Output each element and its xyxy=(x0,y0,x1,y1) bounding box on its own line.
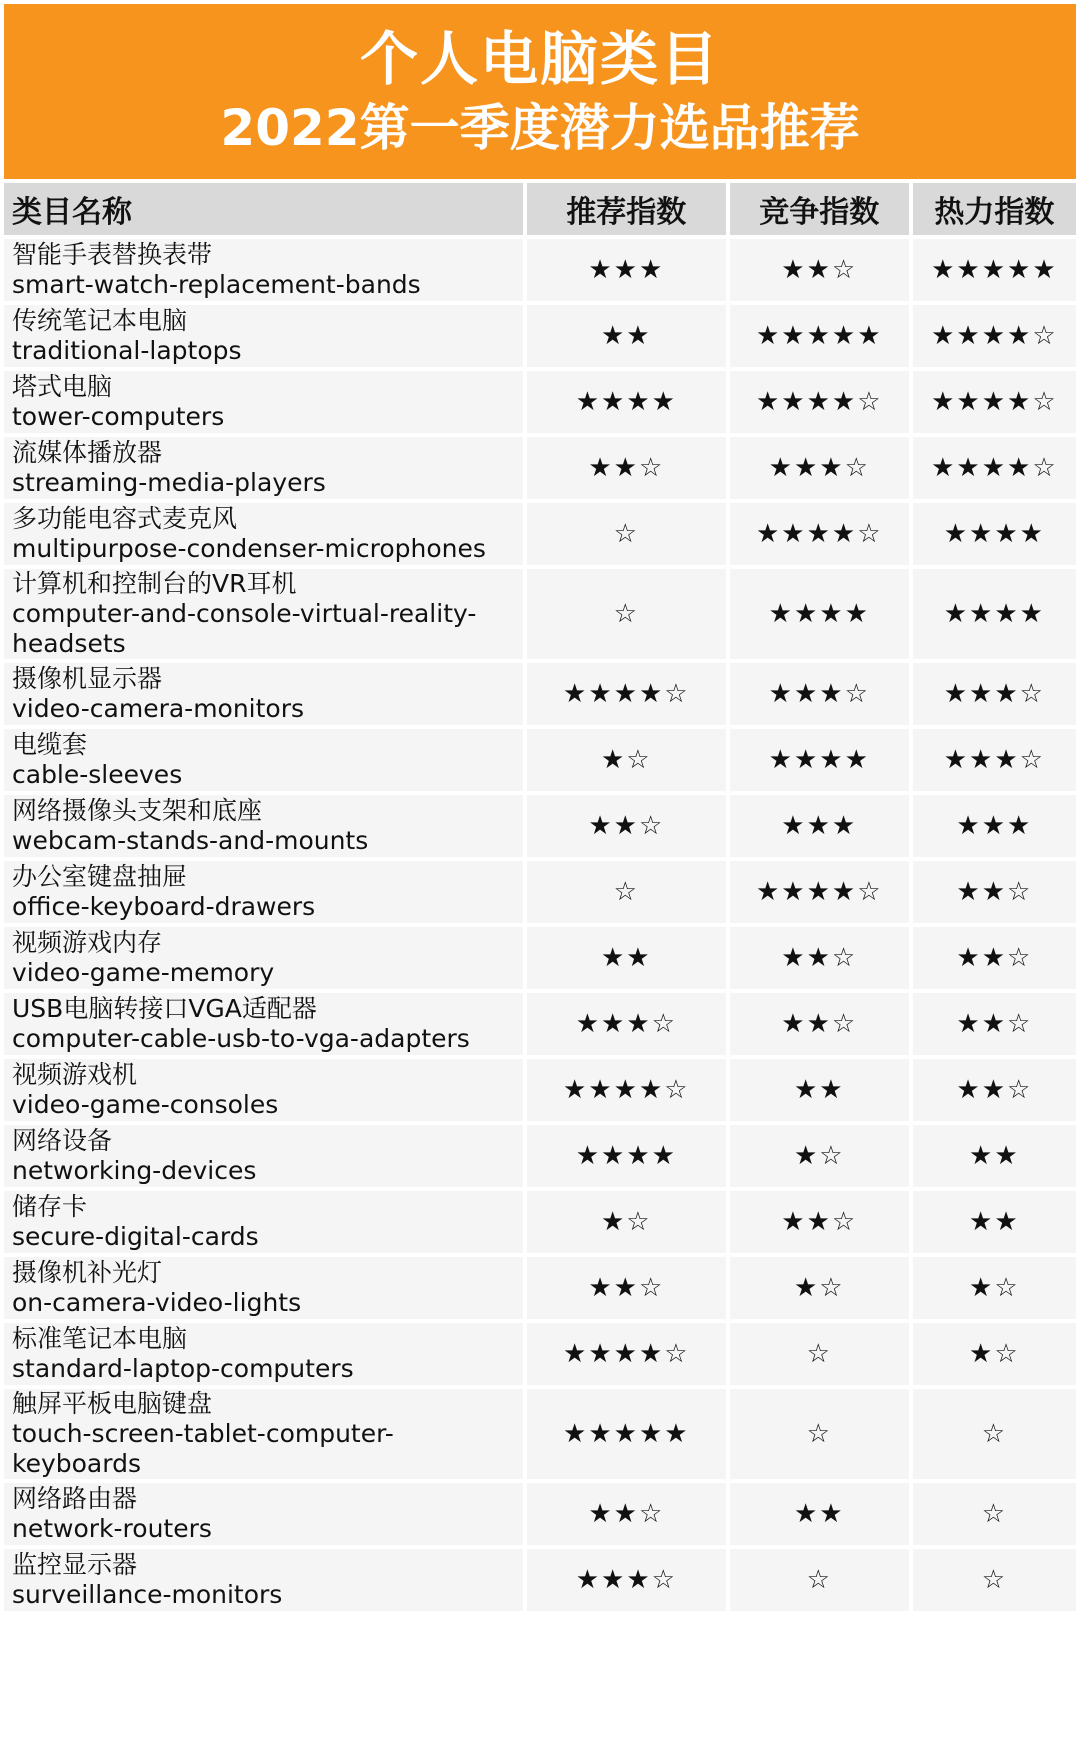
category-name-en: video-camera-monitors xyxy=(12,694,305,723)
category-name-zh: 摄像机显示器 xyxy=(12,664,163,693)
recommend-index-cell: ★★☆ xyxy=(527,1257,726,1319)
table-row xyxy=(4,795,1076,857)
category-name-zh: 流媒体播放器 xyxy=(12,438,163,467)
popularity-index-cell: ★★★☆ xyxy=(913,729,1076,791)
table-row xyxy=(4,1257,1076,1319)
category-name-zh: 多功能电容式麦克风 xyxy=(12,504,238,533)
table-row xyxy=(4,729,1076,791)
table-row xyxy=(4,1191,1076,1253)
table-row xyxy=(4,239,1076,301)
category-name-zh: 触屏平板电脑键盘 xyxy=(12,1389,213,1418)
recommend-index-cell: ★☆ xyxy=(527,1191,726,1253)
category-name-zh: 监控显示器 xyxy=(12,1550,138,1579)
table-row xyxy=(4,1323,1076,1385)
table-row xyxy=(4,305,1076,367)
category-name-zh: 标准笔记本电脑 xyxy=(12,1324,188,1353)
popularity-index-cell: ★★☆ xyxy=(913,993,1076,1055)
competition-index-cell: ★★★★ xyxy=(730,569,909,659)
table-row xyxy=(4,993,1076,1055)
title-line-1: 个人电脑类目 xyxy=(359,24,720,93)
category-name-cell xyxy=(4,1323,523,1385)
competition-index-cell: ★★★ xyxy=(730,795,909,857)
popularity-index-cell: ★★★★☆ xyxy=(913,437,1076,499)
recommend-index-cell: ★★★☆ xyxy=(527,993,726,1055)
table-row xyxy=(4,1483,1076,1545)
popularity-index-cell: ☆ xyxy=(913,1389,1076,1479)
competition-index-cell: ★★☆ xyxy=(730,993,909,1055)
table-row xyxy=(4,1059,1076,1121)
popularity-index-cell: ★☆ xyxy=(913,1257,1076,1319)
header-category-name: 类目名称 xyxy=(4,183,523,235)
category-name-en: networking-devices xyxy=(12,1156,257,1185)
category-name-zh: 网络摄像头支架和底座 xyxy=(12,796,263,825)
table-row xyxy=(4,371,1076,433)
popularity-index-cell: ★★ xyxy=(913,1191,1076,1253)
recommend-index-cell: ★★★★ xyxy=(527,371,726,433)
category-name-zh: 电缆套 xyxy=(12,730,88,759)
competition-index-cell: ★★★☆ xyxy=(730,663,909,725)
category-name-en: webcam-stands-and-mounts xyxy=(12,826,369,855)
category-name-cell xyxy=(4,305,523,367)
category-name-zh: USB电脑转接口VGA适配器 xyxy=(12,994,317,1023)
popularity-index-cell: ★★★★ xyxy=(913,503,1076,565)
competition-index-cell: ★★☆ xyxy=(730,927,909,989)
competition-index-cell: ★☆ xyxy=(730,1257,909,1319)
title-line-2: 2022第一季度潜力选品推荐 xyxy=(220,98,860,157)
recommend-index-cell: ★★★☆ xyxy=(527,1549,726,1611)
ranking-card xyxy=(4,4,1076,1615)
table-row xyxy=(4,569,1076,659)
table-row xyxy=(4,861,1076,923)
category-name-cell xyxy=(4,663,523,725)
category-name-zh: 视频游戏机 xyxy=(12,1060,138,1089)
competition-index-cell: ★★★★ xyxy=(730,729,909,791)
competition-index-cell: ☆ xyxy=(730,1323,909,1385)
competition-index-cell: ☆ xyxy=(730,1389,909,1479)
popularity-index-cell: ★★☆ xyxy=(913,1059,1076,1121)
recommend-index-cell: ★★☆ xyxy=(527,795,726,857)
table-row xyxy=(4,663,1076,725)
recommend-index-cell: ★★★★ xyxy=(527,1125,726,1187)
recommend-index-cell: ★★☆ xyxy=(527,437,726,499)
recommend-index-cell: ★★★★☆ xyxy=(527,663,726,725)
category-name-cell xyxy=(4,371,523,433)
category-name-en: streaming-media-players xyxy=(12,468,326,497)
category-name-zh: 摄像机补光灯 xyxy=(12,1258,163,1287)
category-name-cell xyxy=(4,861,523,923)
category-name-en: secure-digital-cards xyxy=(12,1222,259,1251)
category-name-zh: 塔式电脑 xyxy=(12,372,113,401)
popularity-index-cell: ★★★★★ xyxy=(913,239,1076,301)
category-name-zh: 网络设备 xyxy=(12,1126,113,1155)
popularity-index-cell: ★★★★ xyxy=(913,569,1076,659)
popularity-index-cell: ★★★ xyxy=(913,795,1076,857)
table-row xyxy=(4,503,1076,565)
title-banner xyxy=(4,4,1076,179)
category-name-cell xyxy=(4,503,523,565)
popularity-index-cell: ★★☆ xyxy=(913,927,1076,989)
category-name-en: standard-laptop-computers xyxy=(12,1354,354,1383)
category-name-cell xyxy=(4,1191,523,1253)
competition-index-cell: ☆ xyxy=(730,1549,909,1611)
category-name-cell xyxy=(4,1549,523,1611)
category-name-cell xyxy=(4,993,523,1055)
popularity-index-cell: ★☆ xyxy=(913,1323,1076,1385)
category-name-en: traditional-laptops xyxy=(12,336,242,365)
recommend-index-cell: ★★ xyxy=(527,927,726,989)
header-recommend-index: 推荐指数 xyxy=(527,183,726,235)
category-name-zh: 智能手表替换表带 xyxy=(12,240,213,269)
recommend-index-cell: ★★ xyxy=(527,305,726,367)
popularity-index-cell: ☆ xyxy=(913,1483,1076,1545)
category-name-cell xyxy=(4,729,523,791)
table-row xyxy=(4,1389,1076,1479)
category-name-zh: 传统笔记本电脑 xyxy=(12,306,188,335)
recommend-index-cell: ☆ xyxy=(527,569,726,659)
category-name-cell xyxy=(4,569,523,659)
category-name-en: on-camera-video-lights xyxy=(12,1288,302,1317)
category-name-zh: 计算机和控制台的VR耳机 xyxy=(12,569,297,598)
category-name-cell xyxy=(4,437,523,499)
category-name-zh: 视频游戏内存 xyxy=(12,928,163,957)
popularity-index-cell: ★★★★☆ xyxy=(913,305,1076,367)
recommend-index-cell: ☆ xyxy=(527,503,726,565)
popularity-index-cell: ☆ xyxy=(913,1549,1076,1611)
category-name-en: network-routers xyxy=(12,1514,212,1543)
competition-index-cell: ★★ xyxy=(730,1059,909,1121)
competition-index-cell: ★★★☆ xyxy=(730,437,909,499)
competition-index-cell: ★★☆ xyxy=(730,1191,909,1253)
category-name-cell xyxy=(4,1125,523,1187)
category-name-en: office-keyboard-drawers xyxy=(12,892,316,921)
popularity-index-cell: ★★☆ xyxy=(913,861,1076,923)
competition-index-cell: ★★★★☆ xyxy=(730,503,909,565)
competition-index-cell: ★★ xyxy=(730,1483,909,1545)
category-name-en: surveillance-monitors xyxy=(12,1580,283,1609)
category-name-cell xyxy=(4,1257,523,1319)
header-popularity-index: 热力指数 xyxy=(913,183,1076,235)
category-name-cell xyxy=(4,1059,523,1121)
recommend-index-cell: ★☆ xyxy=(527,729,726,791)
table-row xyxy=(4,1549,1076,1611)
category-name-zh: 储存卡 xyxy=(12,1192,88,1221)
competition-index-cell: ★☆ xyxy=(730,1125,909,1187)
category-name-cell xyxy=(4,927,523,989)
header-competition-index: 竞争指数 xyxy=(730,183,909,235)
recommend-index-cell: ☆ xyxy=(527,861,726,923)
category-name-zh: 办公室键盘抽屉 xyxy=(12,862,188,891)
category-name-en: computer-cable-usb-to-vga-adapters xyxy=(12,1024,470,1053)
category-name-en: video-game-consoles xyxy=(12,1090,279,1119)
category-name-cell xyxy=(4,1389,523,1479)
recommend-index-cell: ★★★★★ xyxy=(527,1389,726,1479)
category-name-cell xyxy=(4,239,523,301)
table-body xyxy=(4,239,1076,1611)
category-name-en: video-game-memory xyxy=(12,958,275,987)
category-name-en: tower-computers xyxy=(12,402,225,431)
popularity-index-cell: ★★★☆ xyxy=(913,663,1076,725)
table-row xyxy=(4,437,1076,499)
category-name-en: smart-watch-replacement-bands xyxy=(12,270,421,299)
popularity-index-cell: ★★ xyxy=(913,1125,1076,1187)
recommend-index-cell: ★★☆ xyxy=(527,1483,726,1545)
recommend-index-cell: ★★★★☆ xyxy=(527,1059,726,1121)
category-name-en: computer-and-console-virtual-reality-headsets xyxy=(12,599,477,658)
category-name-zh: 网络路由器 xyxy=(12,1484,138,1513)
recommend-index-cell: ★★★★☆ xyxy=(527,1323,726,1385)
competition-index-cell: ★★★★☆ xyxy=(730,861,909,923)
category-name-en: multipurpose-condenser-microphones xyxy=(12,534,486,563)
table-header-row xyxy=(4,183,1076,235)
recommend-index-cell: ★★★ xyxy=(527,239,726,301)
category-name-cell xyxy=(4,1483,523,1545)
category-name-en: touch-screen-tablet-computer-keyboards xyxy=(12,1419,394,1478)
competition-index-cell: ★★☆ xyxy=(730,239,909,301)
popularity-index-cell: ★★★★☆ xyxy=(913,371,1076,433)
table-row xyxy=(4,1125,1076,1187)
competition-index-cell: ★★★★☆ xyxy=(730,371,909,433)
table-row xyxy=(4,927,1076,989)
competition-index-cell: ★★★★★ xyxy=(730,305,909,367)
category-table xyxy=(0,179,1080,1615)
category-name-cell xyxy=(4,795,523,857)
category-name-en: cable-sleeves xyxy=(12,760,183,789)
